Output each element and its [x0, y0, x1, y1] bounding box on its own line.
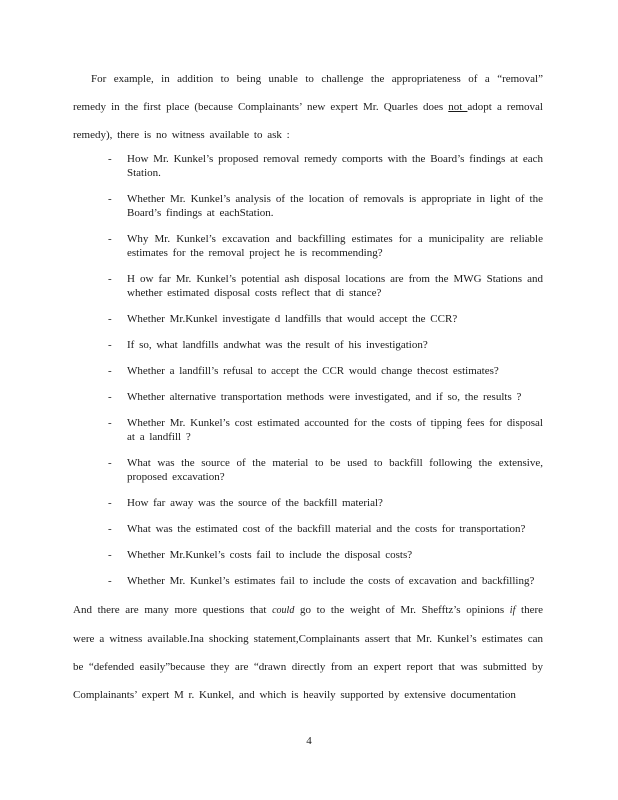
dash-bullet: -	[108, 273, 112, 285]
closing-italic-could: could	[272, 605, 295, 616]
list-item-text: Whether Mr. Kunkel’s analysis of the location of removals is appropriate in light of the Board’s findings at eachStation.	[127, 193, 543, 219]
list-item-text: What was the source of the material to be used to backfill following the extensive, proposed excavation?	[127, 457, 543, 483]
list-item	[108, 390, 543, 404]
list-item-text: Whether Mr. Kunkel’s cost estimated accounted for the costs of tipping fees for disposal at a landfill ?	[127, 417, 543, 443]
list-item-text: Whether Mr.Kunkel investigate d landfills that would accept the CCR?	[127, 313, 458, 325]
dash-bullet: -	[108, 365, 112, 377]
list-item	[108, 496, 543, 510]
dash-bullet: -	[108, 391, 112, 403]
list-item-text: Why Mr. Kunkel’s excavation and backfilling estimates for a municipality are reliable estimates for the removal project he is recommending?	[127, 233, 543, 259]
list-item	[108, 272, 543, 300]
dash-bullet: -	[108, 497, 112, 509]
dash-bullet: -	[108, 193, 112, 205]
list-item	[108, 192, 543, 220]
question-list	[108, 152, 543, 588]
dash-bullet: -	[108, 457, 112, 469]
list-item	[108, 312, 543, 326]
list-item	[108, 574, 543, 588]
list-item	[108, 152, 543, 180]
closing-italic-if: if	[509, 605, 516, 616]
dash-bullet: -	[108, 313, 112, 325]
list-item-text: Whether a landfill’s refusal to accept the CCR would change thecost estimates?	[127, 365, 499, 377]
list-item	[108, 364, 543, 378]
list-item-text: Whether Mr.Kunkel’s costs fail to include the disposal costs?	[127, 549, 413, 561]
closing-text-part3: there were a witness available.Ina shocking statement,Complainants assert that Mr. Kunkel’s estimates can be “defended easily”because they are “drawn directly from an expert report that was submitted by Complainants’ expert M r. Kunkel, and which is heavily supported by extensive documentation	[73, 604, 544, 701]
list-item-text: How far away was the source of the backfill material?	[127, 497, 383, 509]
intro-paragraph	[73, 65, 543, 149]
list-item	[108, 456, 543, 484]
list-item-text: Whether Mr. Kunkel’s estimates fail to include the costs of excavation and backfilling?	[127, 575, 535, 587]
closing-text-part1: And there are many more questions that	[73, 604, 273, 616]
intro-text-part1: For example, in addition to being unable to challenge the appropriateness of a “removal” remedy in the first place (because Complainants’ new expert Mr. Quarles does	[73, 73, 543, 113]
dash-bullet: -	[108, 339, 112, 351]
list-item	[108, 338, 543, 352]
page-number: 4	[306, 735, 312, 747]
intro-underlined-word: not	[448, 101, 468, 113]
list-item	[108, 548, 543, 562]
dash-bullet: -	[108, 233, 112, 245]
dash-bullet: -	[108, 549, 112, 561]
list-item-text: Whether alternative transportation methods were investigated, and if so, the results ?	[127, 391, 522, 403]
list-item-text: What was the estimated cost of the backfill material and the costs for transportation?	[127, 523, 526, 535]
intro-text-part2: adopt a removal remedy), there is no witness available to ask :	[73, 101, 543, 141]
dash-bullet: -	[108, 417, 112, 429]
list-item-text: H ow far Mr. Kunkel’s potential ash disposal locations are from the MWG Stations and whether estimated disposal costs reflect that di stance?	[127, 273, 543, 299]
dash-bullet: -	[108, 523, 112, 535]
list-item	[108, 232, 543, 260]
list-item-text: If so, what landfills andwhat was the result of his investigation?	[127, 339, 428, 351]
list-item	[108, 416, 543, 444]
list-item	[108, 522, 543, 536]
dash-bullet: -	[108, 575, 112, 587]
dash-bullet: -	[108, 153, 112, 165]
closing-text-part2: go to the weight of Mr. Shefftz’s opinions	[294, 604, 510, 616]
list-item-text: How Mr. Kunkel’s proposed removal remedy comports with the Board’s findings at each Station.	[127, 153, 543, 179]
closing-paragraph	[73, 596, 543, 709]
